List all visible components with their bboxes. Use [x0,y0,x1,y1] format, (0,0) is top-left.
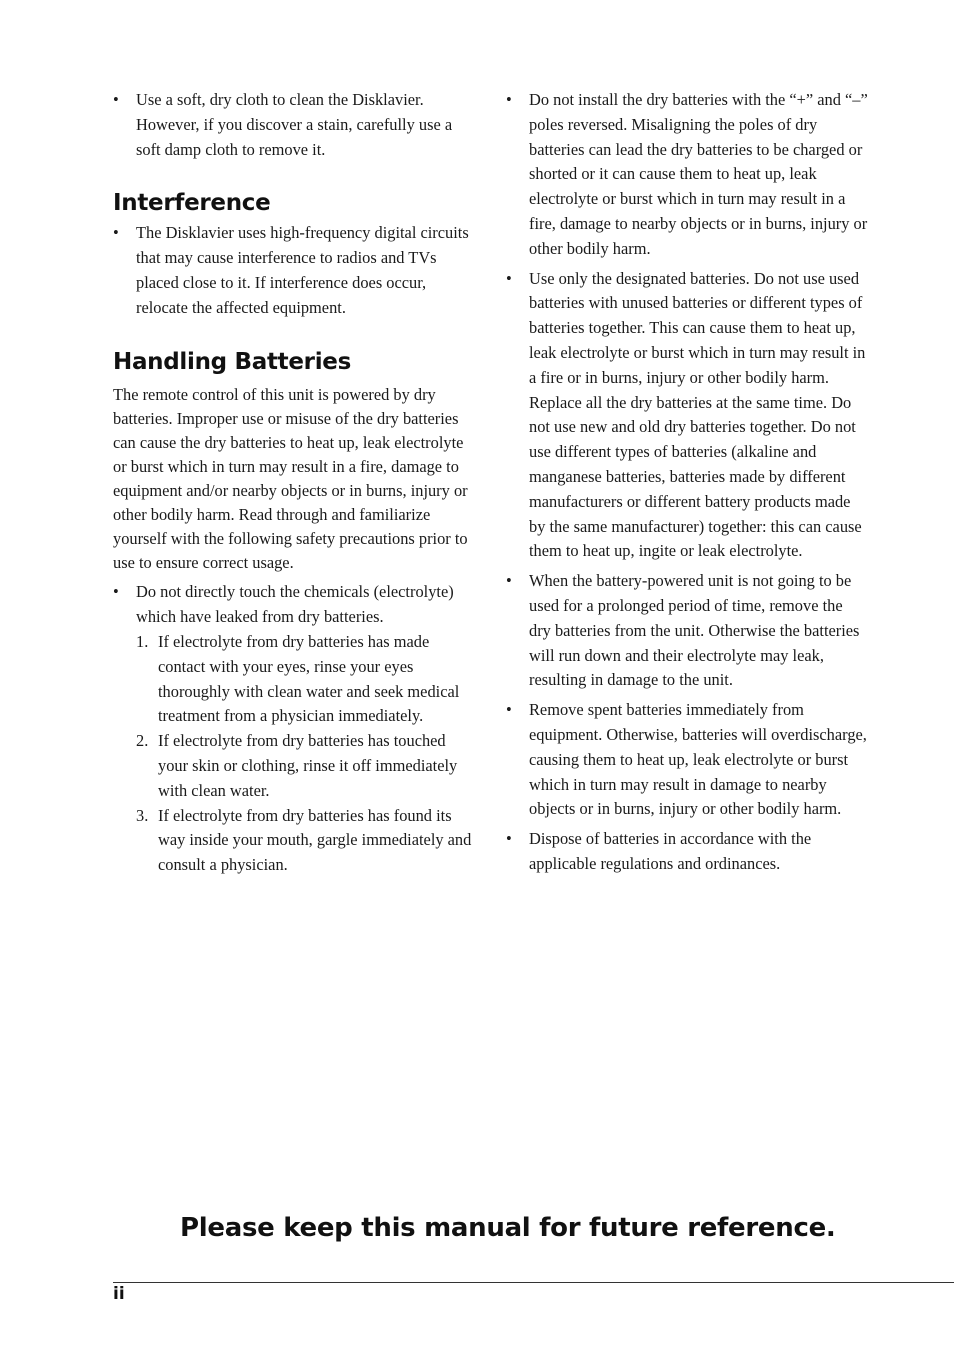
footer-divider [113,1282,954,1283]
designated-batteries-bullet: • Use only the designated batteries. Do not use used batteries with unused batteries or different types of batteries together. This can cause them to heat up, leak electrolyte or burst which in turn may result in a fire or in burns, injury or other bodily harm. Replace all the dry batteries at the same time. Do not use new and old dry batteries together. Do not use different types of batteries (alkaline and manganese batteries, batteries made by different manufacturers or different battery products made by the same manufacturer) together: this can cause them to heat up, ingite or leak electrolyte. [506,267,868,565]
chemicals-bullet-text: • Do not directly touch the chemicals (electrolyte) which have leaked from dry batteries. [136,582,454,627]
handling-batteries-heading: Handling Batteries [113,348,351,375]
chemicals-list [113,580,473,878]
first-aid-step [136,729,473,803]
battery-precautions-list [506,88,868,877]
first-aid-steps [136,630,473,878]
interference-list [113,221,473,320]
prolonged-storage-bullet: • When the battery-powered unit is not going to be used for a prolonged period of time, remove the dry batteries from the unit. Otherwise the batteries will run down and their electrolyte may leak, resulting in damage to the unit. [506,569,868,693]
interference-heading: Interference [113,190,271,217]
page-number: ii [113,1284,125,1304]
step-text: If electrolyte from dry batteries has touched your skin or clothing, rinse it off immediately with clean water. [158,731,458,800]
step-number: 2. [136,731,149,751]
step-number: 3. [136,805,149,825]
cleaning-bullet: • Use a soft, dry cloth to clean the Disklavier. However, if you discover a stain, carefully use a soft damp cloth to remove it. [113,88,473,162]
right-column [506,88,868,882]
interference-bullet: • The Disklavier uses high-frequency digital circuits that may cause interference to radios and TVs placed close to it. If interference does occur, relocate the affected equipment. [113,221,473,320]
step-text: If electrolyte from dry batteries has made contact with your eyes, rinse your eyes thoroughly with clean water and seek medical treatment from a physician immediately. [158,631,460,726]
chemicals-bullet [113,580,473,878]
left-column [113,88,473,883]
batteries-intro-paragraph: The remote control of this unit is powered by dry batteries. Improper use or misuse of the dry batteries can cause the dry batteries to heat up, leak electrolyte or burst which in turn may result in a fire, damage to equipment and/or nearby objects or in burns, injury or other bodily harm. Read through and familiarize yourself with the following safety precautions prior to use to ensure correct usage. [113,384,468,573]
cleaning-list [113,88,473,162]
spent-batteries-bullet: • Remove spent batteries immediately from equipment. Otherwise, batteries will overdischarge, causing them to heat up, leak electrolyte or burst which in turn may result in damage to nearby objects or in burns, injury or other bodily harm. [506,698,868,822]
first-aid-step [136,804,473,878]
step-text: If electrolyte from dry batteries has found its way inside your mouth, gargle immediately and consult a physician. [158,805,472,875]
keep-manual-note: Please keep this manual for future reference. [180,1213,836,1243]
first-aid-step [136,630,473,729]
polarity-bullet: • Do not install the dry batteries with the “+” and “–” poles reversed. Misaligning the poles of dry batteries can lead the dry batteries to be charged or shorted or it can cause them to heat up, leak electrolyte or burst which in turn may result in a fire, damage to nearby objects or in burns, injury or other bodily harm. [506,88,868,262]
step-number: 1. [136,631,149,651]
disposal-bullet: • Dispose of batteries in accordance with the applicable regulations and ordinances. [506,827,868,877]
